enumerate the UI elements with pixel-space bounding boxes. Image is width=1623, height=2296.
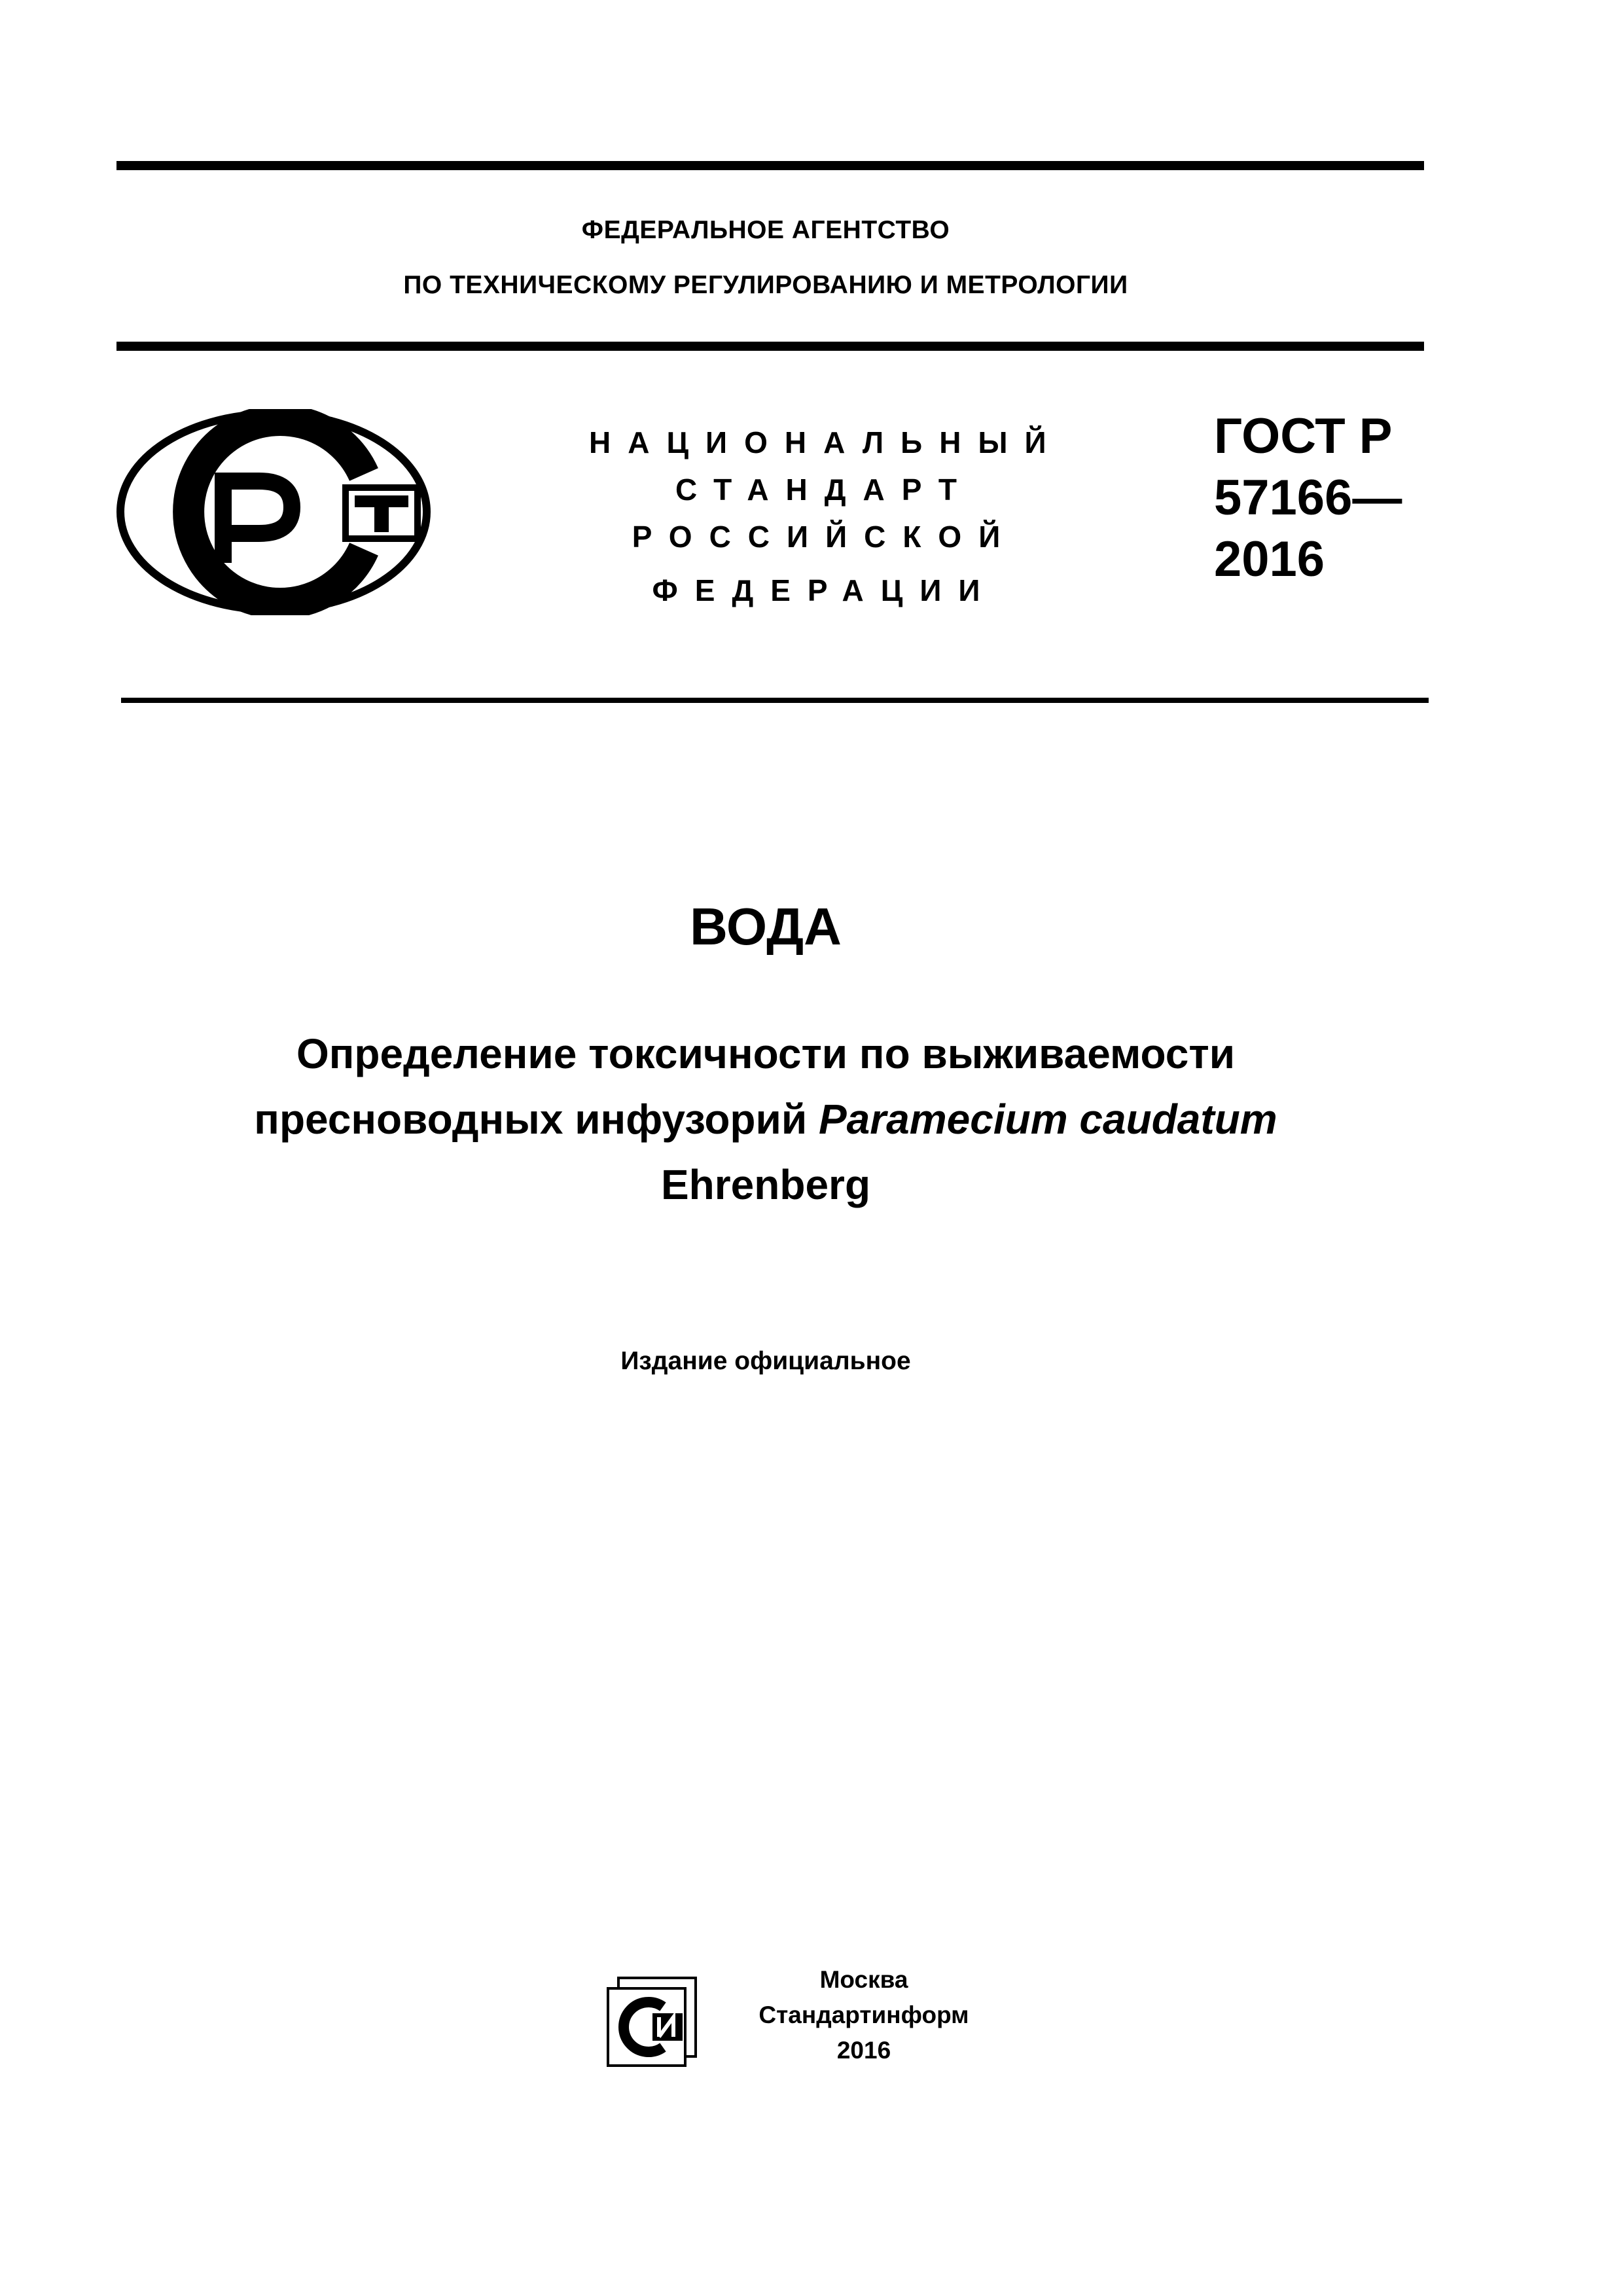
header-rule: [116, 342, 1424, 351]
publisher-block: [726, 1962, 1001, 2068]
agency-line-2: ПО ТЕХНИЧЕСКОМУ РЕГУЛИРОВАНИЮ И МЕТРОЛОГИИ: [403, 271, 1128, 299]
standard-type-line-4: ФЕДЕРАЦИИ: [652, 573, 997, 607]
standard-designation: [1214, 406, 1402, 590]
top-rule: [116, 161, 1424, 170]
standard-type-line-1: НАЦИОНАЛЬНЫЙ: [589, 425, 1063, 459]
document-title: ВОДА: [690, 897, 842, 956]
designation-line-3: 2016: [1214, 531, 1325, 587]
publisher-name: Стандартинформ: [758, 2001, 969, 2028]
subtitle-line-3: Ehrenberg: [660, 1161, 871, 1208]
publisher-city: Москва: [819, 1966, 908, 1993]
subtitle-line-2: [0, 1086, 1531, 1152]
agency-line-1: ФЕДЕРАЛЬНОЕ АГЕНТСТВО: [581, 216, 950, 244]
designation-line-1: ГОСТ Р: [1214, 408, 1393, 464]
designation-line-2: 57166—: [1214, 470, 1402, 526]
edition-label: Издание официальное: [620, 1347, 911, 1375]
subtitle-line-1: Определение токсичности по выживаемости: [296, 1030, 1236, 1077]
standartinform-logo: [605, 1975, 704, 2067]
section-rule: [121, 698, 1429, 703]
document-subtitle: [0, 1021, 1531, 1217]
subtitle-species: Paramecium caudatum: [818, 1096, 1277, 1143]
rst-logo: [115, 409, 432, 615]
standard-type-line-3: РОССИЙСКОЙ: [632, 520, 1018, 554]
publisher-year: 2016: [836, 2037, 891, 2064]
subtitle-line-2-plain: пресноводных инфузорий: [254, 1096, 819, 1143]
standard-type-line-2: СТАНДАРТ: [675, 473, 974, 507]
